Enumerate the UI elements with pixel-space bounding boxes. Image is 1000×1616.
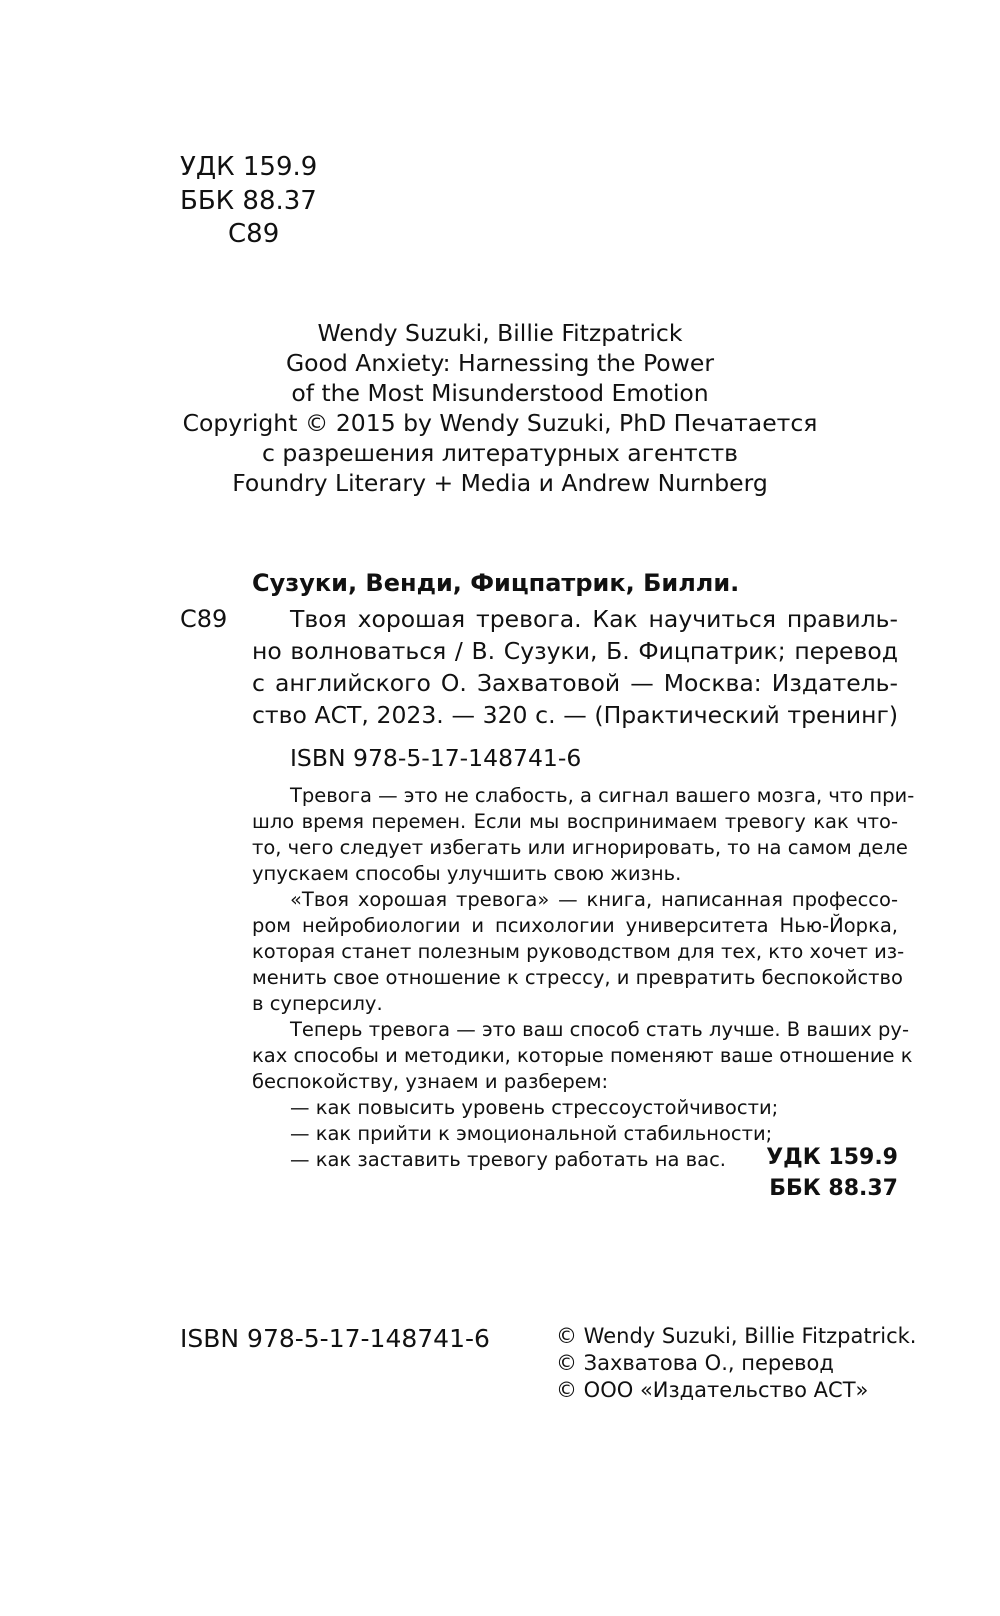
copyright-line: © ООО «Издательство АСТ» (556, 1378, 869, 1402)
annotation-line: беспокойству, узнаем и разберем: (252, 1070, 609, 1093)
original-edition-line: Wendy Suzuki, Billie Fitzpatrick (317, 319, 683, 347)
author-mark: С89 (228, 219, 280, 249)
annotation-line: ках способы и методики, которые поменяют ваше отношение к (252, 1044, 913, 1067)
original-edition-line: of the Most Misunderstood Emotion (291, 379, 709, 407)
original-edition-line: Copyright © 2015 by Wendy Suzuki, PhD Печатается (182, 409, 818, 437)
original-edition-line: Foundry Literary + Media и Andrew Nurnberg (232, 469, 768, 497)
annotation-line: шло время перемен. Если мы воспринимаем тревогу как что- (252, 810, 898, 833)
bbk-code: ББК 88.37 (180, 186, 317, 216)
udk-code: УДК 159.9 (180, 152, 318, 182)
udk-code-right: УДК 159.9 (766, 1145, 898, 1170)
annotation-line: которая станет полезным руководством для тех, кто хочет из- (252, 940, 905, 963)
original-edition-line: Good Anxiety: Harnessing the Power (285, 349, 715, 377)
footer-isbn: ISBN 978-5-17-148741-6 (180, 1324, 490, 1353)
annotation (252, 783, 915, 1173)
codes-right (766, 1142, 898, 1204)
bbk-code-right: ББК 88.37 (769, 1176, 898, 1201)
annotation-line: упускаем способы улучшить свою жизнь. (252, 862, 682, 885)
bib-authors: Сузуки, Венди, Фицпатрик, Билли. (252, 569, 740, 597)
bib-description-line: Твоя хорошая тревога. Как научиться правиль- (290, 605, 898, 633)
annotation-line: то, чего следует избегать или игнорировать, то на самом деле (252, 836, 908, 859)
bib-author-mark: С89 (180, 605, 228, 633)
annotation-line: в суперсилу. (252, 992, 383, 1015)
annotation-bullet: — как заставить тревогу работать на вас. (290, 1148, 727, 1171)
annotation-bullet: — как повысить уровень стрессоустойчивости; (290, 1096, 779, 1119)
annotation-line: «Твоя хорошая тревога» — книга, написанная профессо- (290, 888, 898, 911)
copyright-line: © Захватова О., перевод (556, 1351, 834, 1375)
original-edition-line: с разрешения литературных агентств (261, 439, 739, 467)
annotation-line: Тревога — это не слабость, а сигнал вашего мозга, что при- (290, 784, 915, 807)
original-edition-block (180, 318, 820, 498)
annotation-line: ром нейробиологии и психологии университета Нью-Йорка, (252, 914, 898, 937)
annotation-line: менить свое отношение к стрессу, и превратить беспокойство (252, 966, 903, 989)
copyright-line: © Wendy Suzuki, Billie Fitzpatrick. (556, 1324, 917, 1348)
footer-copyrights (556, 1323, 916, 1404)
annotation-line: Теперь тревога — это ваш способ стать лучше. В ваших ру- (290, 1018, 909, 1041)
bib-description-line: с английского О. Захватовой — Москва: Издатель- (252, 669, 898, 697)
bib-description (252, 603, 898, 731)
bib-isbn: ISBN 978-5-17-148741-6 (290, 744, 582, 772)
annotation-bullet: — как прийти к эмоциональной стабильности; (290, 1122, 773, 1145)
bib-description-line: но волноваться / В. Сузуки, Б. Фицпатрик; перевод (252, 637, 898, 665)
bib-description-line: ство АСТ, 2023. — 320 с. — (Практический тренинг) (252, 701, 898, 729)
